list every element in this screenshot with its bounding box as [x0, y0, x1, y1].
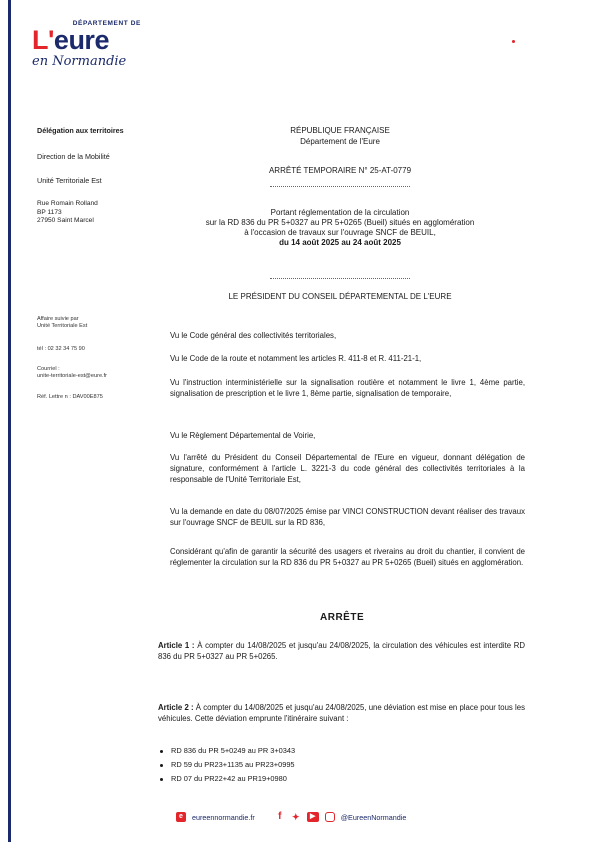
sidebar-affaire: Affaire suivie par Unité Territoriale Est — [37, 316, 88, 329]
sidebar-courriel: Courriel : unite-territoriale-est@eure.fr — [37, 366, 108, 379]
twitter-icon[interactable]: ✦ — [291, 812, 300, 822]
president-heading: LE PRÉSIDENT DU CONSEIL DÉPARTEMENTAL DE L'EURE — [228, 292, 452, 301]
visa-paragraph: Vu le Code général des collectivités territoriales, — [170, 331, 337, 340]
sidebar-reference: Réf. Lettre n : DAV00E875 — [37, 394, 103, 400]
sidebar-unite: Unité Territoriale Est — [37, 176, 102, 185]
facebook-icon[interactable]: f — [278, 811, 282, 822]
instagram-icon[interactable] — [325, 812, 335, 822]
article-1-label: Article 1 : — [158, 641, 195, 650]
footer-handle[interactable]: @EureenNormandie — [340, 812, 407, 822]
sidebar-delegation: Délégation aux territoires — [37, 126, 124, 135]
footer-website[interactable]: eureennormandie.fr — [192, 812, 255, 822]
separator — [270, 186, 410, 187]
separator — [270, 278, 410, 279]
article-2-text: À compter du 14/08/2025 et jusqu'au 24/08/2025, une déviation est mise en place pour tous les véhicules. Cette déviation emprunte l'itinéraire suivant : — [158, 703, 525, 723]
departement-label: Département de l'Eure — [300, 137, 380, 146]
left-margin-rule — [8, 0, 11, 842]
list-item: RD 59 du PR23+1135 au PR23+0995 — [160, 760, 295, 769]
department-logo — [32, 20, 147, 69]
visa-paragraph: Vu l'arrêté du Président du Conseil Départemental de l'Eure en vigueur, donnant délégation de signature, conformément à l'article L. 3221-3 du code général des collectivités territoriales à la responsable de l'Unité Territoriale Est, — [170, 453, 525, 484]
sidebar-address: Rue Romain Rolland BP 1173 27950 Saint Marcel — [37, 200, 98, 224]
article-2-label: Article 2 : — [158, 703, 194, 712]
visa-paragraph: Vu la demande en date du 08/07/2025 émise par VINCI CONSTRUCTION devant réaliser des travaux sur l'ouvrage SNCF de BEUIL sur la RD 836, — [170, 507, 525, 527]
footer — [176, 812, 406, 822]
logo-region: en Normandie — [32, 54, 127, 69]
list-item: RD 836 du PR 5+0249 au PR 3+0343 — [160, 746, 295, 755]
logo-department-label: DÉPARTEMENT DE — [72, 20, 141, 27]
article-2 — [158, 702, 525, 724]
republique-label: RÉPUBLIQUE FRANÇAISE — [290, 126, 390, 135]
arrete-title: ARRÊTE — [320, 612, 365, 623]
subject-dates: du 14 août 2025 au 24 août 2025 — [279, 238, 401, 247]
eure-logo-icon: e — [176, 812, 186, 822]
bullet-icon — [160, 778, 163, 781]
visa-paragraph: Vu le Code de la route et notamment les articles R. 411-8 et R. 411-21-1, — [170, 354, 422, 363]
youtube-icon[interactable]: ▶ — [307, 812, 319, 822]
bullet-icon — [160, 764, 163, 767]
logo-name: L'eure — [32, 25, 109, 55]
visa-paragraph: Vu l'instruction interministérielle sur la signalisation routière et notamment le livre 1, 4ème partie, signalisation de prescription et le livre 1, 8ème partie, signalisation de temporaire, — [170, 378, 525, 398]
list-item: RD 07 du PR22+42 au PR19+0980 — [160, 774, 287, 783]
article-1-text: À compter du 14/08/2025 et jusqu'au 24/08/2025, la circulation des véhicules est interdite RD 836 du PR 5+0327 au PR 5+0265. — [158, 641, 525, 661]
subject: Portant réglementation de la circulation sur la RD 836 du PR 5+0327 au PR 5+0265 (Bueil) situés en agglomération à l'occasion de travaux sur l'ouvrage SNCF de BEUIL, du 14 août 2025 au 24 août 2025 — [160, 208, 520, 248]
sidebar-tel: tél : 02 32 34 75 90 — [37, 346, 85, 352]
arrete-number: ARRÊTÉ TEMPORAIRE N° 25-AT-0779 — [268, 166, 412, 175]
decorative-dot — [512, 40, 515, 43]
considerant-paragraph: Considérant qu'afin de garantir la sécurité des usagers et riverains au droit du chantier, il convient de réglementer la circulation sur la RD 836 du PR 5+0327 au PR 5+0265 (Bueil) situés en agglomération. — [170, 547, 525, 567]
sidebar-direction: Direction de la Mobilité — [37, 152, 110, 161]
article-1 — [158, 640, 525, 662]
visa-paragraph: Vu le Règlement Départemental de Voirie, — [170, 431, 316, 440]
bullet-icon — [160, 750, 163, 753]
